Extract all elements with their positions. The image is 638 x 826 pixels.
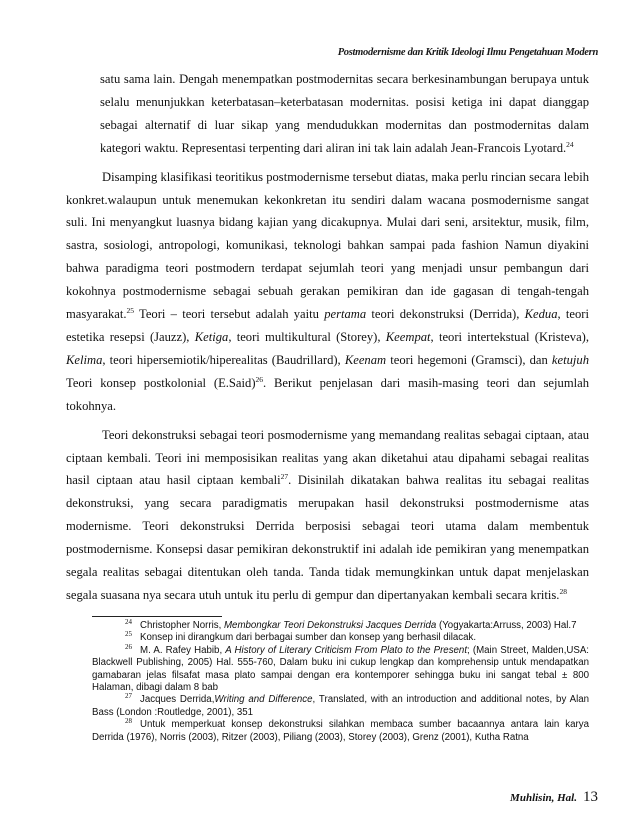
footnotes — [92, 617, 589, 744]
p2-em-ketujuh: ketujuh — [551, 352, 589, 367]
p3-text-a: Teori dekonstruksi sebagai teori posmodernisme yang memandang realitas sebagai ciptaan, atau ciptaan kembali. Teori ini memposisikan realitas yang akan diketahui atau dipahami sebagai realitas hasil ciptaan atau hasil ciptaan kembali — [66, 427, 589, 488]
p2-em-kelima: Kelima — [66, 352, 103, 367]
footnote-text: M. A. Rafey Habib, — [140, 644, 226, 656]
p2-text-f: , teori intertekstual (Kristeva), — [430, 329, 590, 344]
footnote-title: Membongkar Teori Dekonstruksi Jacques Derrida — [223, 620, 437, 631]
footnote-text: Christopher Norris, — [140, 620, 224, 631]
footnote-25: 25 Konsep ini dirangkum dari berbagai sumber dan konsep yang berhasil dilacak. — [125, 630, 477, 644]
paragraph-1 — [92, 68, 589, 160]
p2-text-h: teori hegemoni (Gramsci), dan — [386, 352, 552, 367]
body-text — [66, 68, 590, 607]
page-footer — [510, 789, 598, 806]
paragraph-1-text: satu sama lain. Dengah menempatkan postmodernitas secara berkesinambungan berupaya untuk selalu menunjukkan keterbatasan–keterbatasan modernitas. posisi ketiga ini dapat dianggap sebagai alternatif di luar sikap yang mendudukkan modernitas dan postmodernitas dalam kategori waktu. Representasi terpenting dari aliran ini tak lain adalah Jean-Francois Lyotard. — [100, 72, 589, 155]
p2-em-ketiga: Ketiga — [194, 329, 229, 344]
footnote-ref-25[interactable]: 25 — [126, 305, 134, 315]
footnote-ref-28[interactable]: 28 — [559, 586, 567, 596]
p2-text-j: . Berikut penjelasan dari masih-masing teori dan sejumlah tokohnya. — [66, 375, 590, 413]
footnote-text: Jacques Derrida, — [140, 694, 215, 706]
footnote-text: Untuk memperkuat konsep dekonstruksi silahkan membaca sumber bacaannya antara lain karya Derrida (1976), Norris (2003), Ritzer (2003), Piliang (2003), Storey (2003), Grenz (2001), Kutha Ratna — [92, 719, 589, 743]
page-number: 13 — [583, 789, 598, 805]
p2-em-kedua: Kedua — [524, 307, 558, 322]
footnote-ref-27[interactable]: 27 — [280, 472, 289, 482]
footnote-text: ; (Main Street, Malden,USA: Blackwell Publishing, 2005) Hal. 555-760, Dalam buku ini cukup lengkap dan komprehensip untuk mendapatkan gamabaran jelas filsafat masa plato sampai dengan era kontemporer sehingga buku ini sangat tebal ± 800 Halaman, dibagi dalam 8 bab — [92, 644, 589, 694]
footnote-24: 24 Christopher Norris, Membongkar Teori Dekonstruksi Jacques Derrida (Yogyakarta:Arruss, 2003) Hal.7 — [125, 617, 577, 631]
p2-text-e: , teori multikultural (Storey), — [228, 329, 386, 344]
p2-text-c: teori dekonstruksi (Derrida), — [366, 307, 525, 322]
p2-text-g: , teori hipersemiotik/hiperealitas (Baudrillard), — [102, 352, 345, 367]
footnote-27: 27 Jacques Derrida,Writing and Difference, Translated, with an introduction and additional notes, by Alan Bass (London :Routledge, 2001), 351 — [92, 692, 589, 718]
footnote-26: 26 M. A. Rafey Habib, A History of Literary Criticism From Plato to the Present; (Main Street, Malden,USA: Blackwell Publishing, 2005) Hal. 555-760, Dalam buku ini cukup lengkap dan komprehensip untuk mendapatkan gamabaran jelas filsafat masa plato sampai dengan era kontemporer sehingga buku ini sangat tebal ± 800 Halaman, dibagi dalam 8 bab — [92, 642, 589, 694]
paragraph-3 — [66, 424, 589, 607]
p2-text-i: Teori konsep postkolonial (E.Said) — [66, 375, 256, 390]
p2-em-keempat: Keempat — [385, 329, 431, 344]
p2-em-keenam: Keenam — [344, 352, 387, 367]
footnote-text: Konsep ini dirangkum dari berbagai sumber dan konsep yang berhasil dilacak. — [140, 632, 477, 644]
footnote-text: , Translated, with an introduction and additional notes, by Alan Bass (London :Routledge, 2001), 351 — [92, 694, 589, 718]
running-header: Postmodernisme dan Kritik Ideologi Ilmu Pengetahuan Modern — [337, 47, 598, 58]
footnote-title: A History of Literary Criticism From Plato to the Present — [225, 644, 468, 656]
paragraph-2 — [66, 166, 589, 418]
footer-author: Muhlisin, Hal. — [510, 792, 577, 804]
p2-text-b: Teori – teori tersebut adalah yaitu — [134, 307, 325, 322]
footnote-ref-24[interactable]: 24 — [566, 139, 574, 149]
p2-text-a: Disamping klasifikasi teoritikus postmodernisme tersebut diatas, maka perlu rincian secara lebih konkret.walaupun untuk menemukan kekonkretan itu sendiri dalam wacana posmodernisme sangat suli. Ini menyangkut luasnya bidang kajian yang dicakupnya. Mulai dari seni, arsitektur, musik, film, sastra, sosiologi, antropologi, komunikasi, teknologi bahkan sampai pada fashion Namun diyakini bahwa paradigma teori postmodern terdapat sejumlah teori yang menjadi unsur pembangun dari kokohnya postmodernisme sebagai sebuah gerakan pemikiran dan ide gagasan di tengah-tengah masyarakat. — [66, 169, 589, 322]
footnote-text: (Yogyakarta:Arruss, 2003) Hal.7 — [436, 620, 577, 631]
footnote-28: 28 Untuk memperkuat konsep dekonstruksi silahkan membaca sumber bacaannya antara lain karya Derrida (1976), Norris (2003), Ritzer (2003), Piliang (2003), Storey (2003), Grenz (2001), Kutha Ratna — [92, 717, 589, 743]
p2-text-d: , teori estetika resepsi (Jauzz), — [66, 307, 589, 344]
footnote-separator — [92, 616, 222, 617]
p3-text-b: . Disinilah dikatakan bahwa realitas itu sebagai realitas dekonstruksi, yang secara paradigmatis merupakan hasil dekonstruksi postmodernisme atas modernisme. Teori dekonstruksi Derrida berposisi sebagai teori utama dalam membentuk postmodernisme. Konsepsi dasar pemikiran dekonstruktif ini adalah ide pemikiran yang menempatkan segala realitas sebagai ditentukan oleh tanda. Tanda tidak memungkinkan untuk dapat menjelaskan segala suasana nya secara utuh untuk itu perlu di gempur dan dipertanyakan kembali secara kritis. — [66, 473, 589, 602]
p2-em-pertama: pertama — [324, 307, 367, 322]
footnote-title: Writing and Difference — [214, 694, 313, 706]
footnote-ref-26[interactable]: 26 — [255, 374, 264, 384]
